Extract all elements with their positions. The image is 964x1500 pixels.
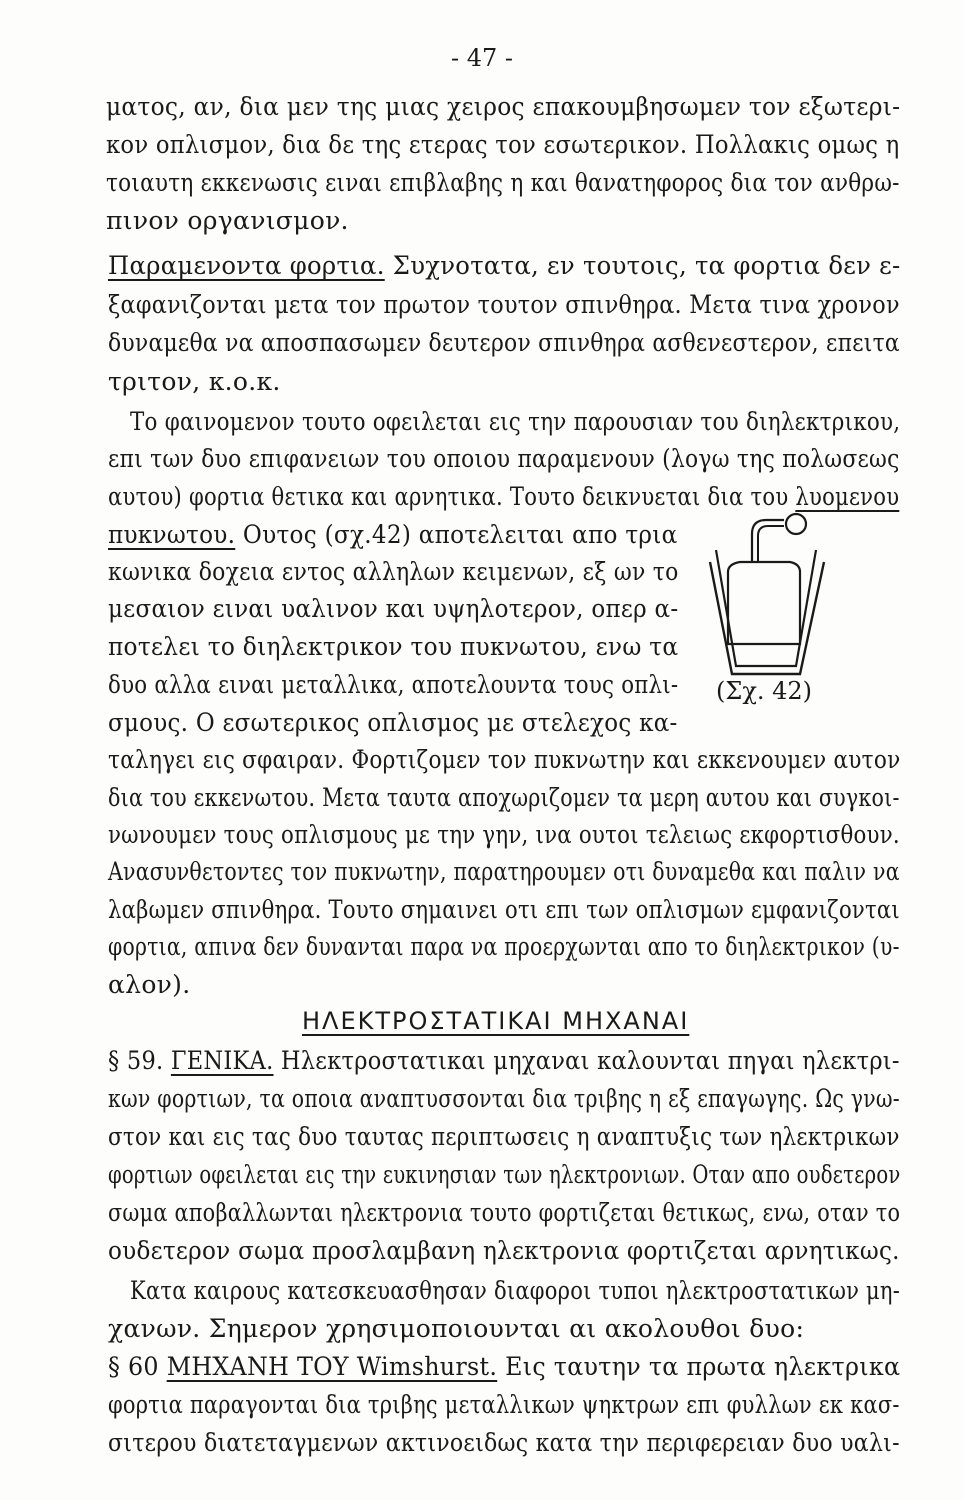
text-line: [108, 594, 678, 623]
underlined-heading: ΗΛΕΚΤΡΟΣΤΑΤΙΚΑΙ ΜΗΧΑΝΑΙ: [302, 1007, 690, 1035]
text-line: [108, 1236, 900, 1265]
underlined-heading: ΜΗΧΑΝΗ ΤΟΥ Wimshurst.: [166, 1352, 498, 1381]
text-line: [108, 970, 190, 999]
text-line: [108, 1160, 900, 1189]
underlined-heading: πυκνωτου.: [108, 520, 236, 549]
text-line: [106, 206, 349, 235]
text-line: [302, 1006, 689, 1035]
line-text: νωνουμεν τους οπλισμους με την γην, ινα ουτοι τελειως εκφορτισθουν.: [108, 820, 900, 849]
line-text: Ηλεκτροστατικαι μηχαναι καλουνται πηγαι ηλεκτρι-: [273, 1046, 900, 1075]
line-text: τοιαυτη εκκενωσις ειναι επιβλαβης η και θανατηφορος δια τον ανθρω-: [106, 168, 900, 197]
text-line: [108, 367, 281, 396]
line-text: σμους. Ο εσωτερικος οπλισμος με στελεχος κα-: [108, 708, 678, 737]
line-text: φορτια παραγονται δια τριβης μεταλλικων ψηκτρων επι φυλλων εκ κασ-: [108, 1390, 900, 1419]
text-line: [108, 857, 900, 886]
text-line: [108, 670, 678, 699]
line-text: ταληγει εις σφαιραν. Φορτιζομεν τον πυκνωτην και εκκενουμεν αυτον: [108, 745, 901, 774]
text-line: [106, 130, 900, 159]
text-line: [108, 1122, 900, 1151]
text-line: [106, 168, 900, 197]
text-line: [108, 1428, 900, 1457]
line-text: στον και εις τας δυο ταυτας περιπτωσεις η αναπτυξις των ηλεκτρικων: [108, 1122, 900, 1151]
figure-caption: (Σχ. 42): [716, 677, 813, 705]
line-text: Συχνοτατα, εν τουτοις, τα φορτια δεν ε-: [384, 251, 901, 280]
text-line: [108, 708, 678, 737]
text-line: [130, 407, 900, 436]
line-text: Ουτος (σχ.42) αποτελειται απο τρια: [235, 520, 678, 549]
line-text: φορτια, απινα δεν δυνανται παρα να προερχωνται απο το διηλεκτρικον (υ-: [108, 932, 900, 961]
text-line: [108, 1084, 900, 1113]
page-number: - 47 -: [450, 44, 513, 72]
line-text: κων φορτιων, τα οποια αναπτυσσονται δια τριβης η εξ επαγωγης. Ως γνω-: [108, 1084, 900, 1113]
text-line: [108, 1390, 900, 1419]
line-text: επι των δυο επιφανειων του οποιου παραμενουν (λογω της πολωσεως: [108, 444, 900, 473]
text-line: [108, 632, 678, 661]
text-line: [108, 895, 900, 924]
line-text: § 59.: [108, 1046, 171, 1075]
text-line: [108, 520, 678, 549]
line-text: δυναμεθα να αποσπασωμεν δευτερον σπινθηρα ασθενεστερον, επειτα: [108, 328, 900, 357]
line-text: φορτιων οφειλεται εις την ευκινησιαν των ηλεκτρονιων. Οταν απο ουδετερον: [108, 1160, 901, 1189]
text-line: [108, 251, 901, 280]
line-text: δια του εκκενωτου. Μετα ταυτα αποχωριζομεν τα μερη αυτου και συγκοι-: [108, 783, 900, 812]
text-line: [108, 820, 900, 849]
line-text: δυο αλλα ειναι μεταλλικα, αποτελουντα τους οπλι-: [108, 670, 679, 699]
text-line: [108, 932, 900, 961]
text-line: [130, 1276, 900, 1305]
line-text: κον οπλισμον, δια δε της ετερας τον εσωτερικον. Πολλακις ομως η: [106, 130, 900, 159]
line-text: αλον).: [108, 970, 191, 999]
line-text: ουδετερον σωμα προσλαμβανη ηλεκτρονια φορτιζεται αρνητικως.: [108, 1236, 900, 1265]
line-text: σωμα αποβαλλωνται ηλεκτρονια τουτο φορτιζεται θετικως, ενω, οταν το: [108, 1198, 901, 1227]
line-text: μεσαιον ειναι υαλινον και υψηλοτερον, οπερ α-: [108, 594, 679, 623]
underlined-heading: λυομενου: [795, 482, 900, 511]
line-text: σιτερου διατεταγμενων ακτινοειδως κατα την περιφερειαν δυο υαλι-: [108, 1428, 900, 1457]
line-text: Κατα καιρους κατεσκευασθησαν διαφοροι τυποι ηλεκτροστατικων μη-: [130, 1276, 901, 1305]
text-line: [108, 783, 900, 812]
line-text: § 60: [108, 1352, 167, 1381]
line-text: κωνικα δοχεια εντος αλληλων κειμενων, εξ ων το: [108, 557, 679, 586]
line-text: πινον οργανισμον.: [106, 206, 349, 235]
text-line: [108, 328, 900, 357]
text-line: [106, 92, 900, 121]
text-line: [108, 1314, 804, 1343]
text-line: [108, 745, 901, 774]
line-text: ξαφανιζονται μετα τον πρωτον τουτον σπινθηρα. Μετα τινα χρονον: [108, 290, 900, 319]
line-text: ποτελει το διηλεκτρικον του πυκνωτου, ενω τα: [108, 632, 679, 661]
text-line: [108, 1352, 900, 1381]
underlined-heading: ΓΕΝΙΚΑ.: [170, 1046, 274, 1075]
line-text: λαβωμεν σπινθηρα. Τουτο σημαινει οτι επι των οπλισμων εμφανιζονται: [108, 895, 900, 924]
line-text: τριτον, κ.ο.κ.: [108, 367, 281, 396]
line-text: Ανασυνθετοντες τον πυκνωτην, παρατηρουμεν οτι δυναμεθα και παλιν να: [108, 857, 900, 886]
line-text: Το φαινομενον τουτο οφειλεται εις την παρουσιαν του διηλεκτρικου,: [130, 407, 901, 436]
line-text: αυτου) φορτια θετικα και αρνητικα. Τουτο δεικνυεται δια του: [108, 482, 796, 511]
text-line: [108, 1198, 900, 1227]
text-line: [108, 290, 900, 319]
line-text: Εις ταυτην τα πρωτα ηλεκτρικα: [497, 1352, 901, 1381]
dissectible-condenser-figure-icon: [692, 506, 842, 696]
text-line: [108, 1046, 900, 1075]
text-line: [108, 444, 900, 473]
text-line: [108, 557, 679, 586]
line-text: χανων. Σημερον χρησιμοποιουνται αι ακολουθοι δυο:: [108, 1314, 805, 1343]
underlined-heading: Παραμενοντα φορτια.: [108, 251, 385, 280]
line-text: ματος, αν, δια μεν της μιας χειρος επακουμβησωμεν τον εξωτερι-: [106, 92, 901, 121]
